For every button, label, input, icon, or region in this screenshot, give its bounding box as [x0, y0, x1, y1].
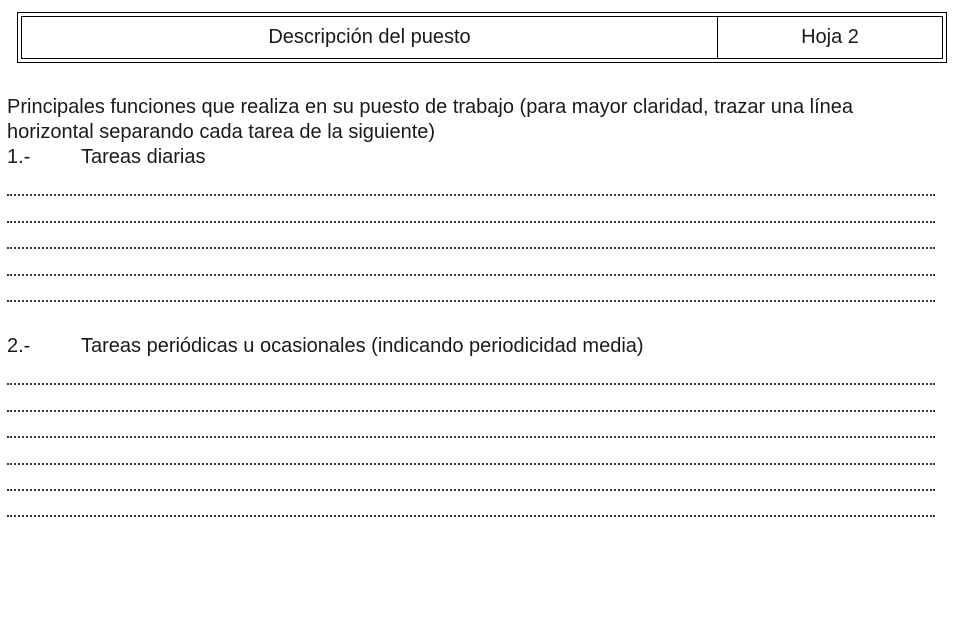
form-content [7, 95, 939, 517]
answer-line[interactable] [7, 276, 935, 302]
answer-line[interactable] [7, 438, 935, 464]
answer-line[interactable] [7, 249, 935, 275]
answer-line[interactable] [7, 385, 935, 411]
header-page-number: Hoja 2 [801, 26, 859, 48]
header-table [17, 12, 947, 63]
header-title: Descripción del puesto [22, 17, 718, 58]
answer-line[interactable] [7, 196, 935, 222]
section-spacer [7, 302, 939, 334]
answer-line[interactable] [7, 465, 935, 491]
answer-line[interactable] [7, 223, 935, 249]
section-number: 2.- [7, 334, 31, 357]
section-heading-daily [7, 145, 939, 170]
section-title: Tareas diarias [81, 146, 206, 168]
section-heading-periodic [7, 334, 939, 359]
answer-line[interactable] [7, 412, 935, 438]
section-title: Tareas periódicas u ocasionales (indicando periodicidad media) [81, 334, 644, 357]
instructions-text: Principales funciones que realiza en su puesto de trabajo (para mayor claridad, trazar una línea horizontal separando cada tarea de la siguiente) [7, 96, 854, 143]
section-number: 1.- [7, 146, 31, 168]
answer-line[interactable] [7, 170, 935, 196]
answer-line[interactable] [7, 359, 935, 385]
header-row [21, 16, 943, 59]
answer-line[interactable] [7, 491, 935, 517]
